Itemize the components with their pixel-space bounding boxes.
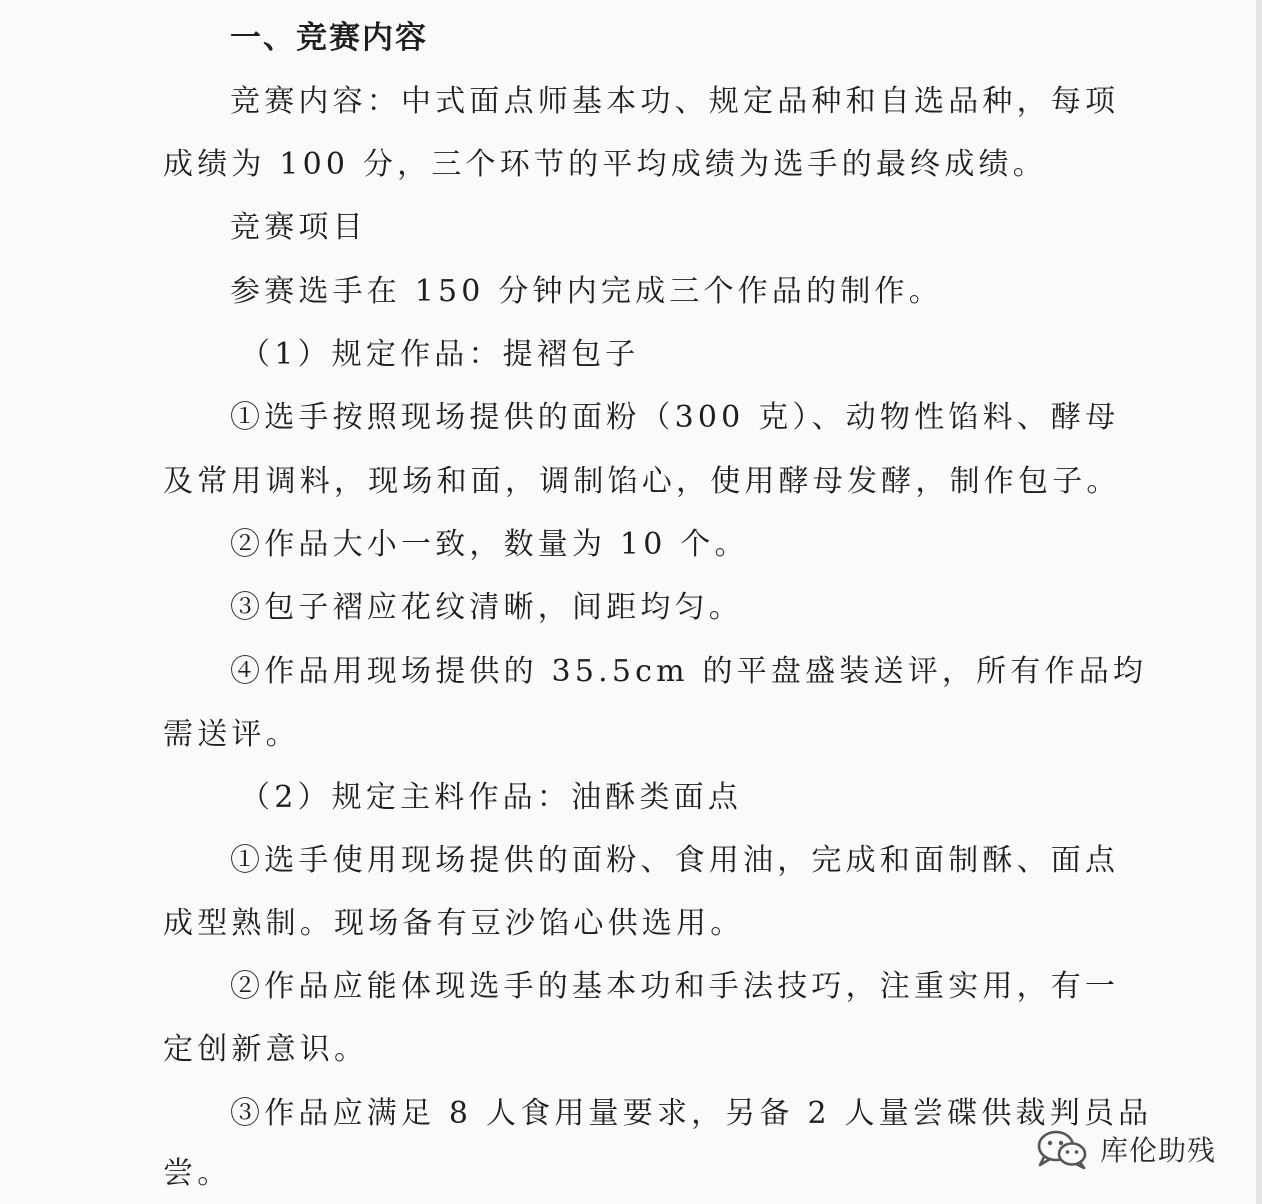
paragraph-line: 竞赛项目 [230,210,367,245]
page-edge-divider [1256,0,1262,1204]
paragraph-line: （1）规定作品：提褶包子 [240,337,640,372]
paragraph-line: ①选手按照现场提供的面粉（300 克）、动物性馅料、酵母 [230,400,1120,435]
paragraph-line: 竞赛内容：中式面点师基本功、规定品种和自选品种，每项 [230,84,1120,119]
paragraph-line: 尝。 [163,1156,232,1191]
paragraph-line: 参赛选手在 150 分钟内完成三个作品的制作。 [230,274,943,309]
paragraph-line: （2）规定主料作品：油酥类面点 [240,780,743,815]
paragraph-line: ②作品应能体现选手的基本功和手法技巧，注重实用，有一 [230,969,1120,1004]
watermark [1032,1124,1216,1174]
watermark-text: 库伦助残 [1100,1134,1217,1167]
paragraph-line: 成绩为 100 分，三个环节的平均成绩为选手的最终成绩。 [163,147,1047,182]
paragraph-line: ④作品用现场提供的 35.5cm 的平盘盛装送评，所有作品均 [230,654,1148,689]
paragraph-line: ③包子褶应花纹清晰，间距均匀。 [230,590,743,625]
section-heading: 一、竞赛内容 [230,20,428,56]
paragraph-line: ①选手使用现场提供的面粉、食用油，完成和面制酥、面点 [230,843,1120,878]
paragraph-line: 定创新意识。 [163,1032,369,1067]
paragraph-line: 及常用调料，现场和面，调制馅心，使用酵母发酵，制作包子。 [163,464,1121,499]
paragraph-line: 需送评。 [163,717,300,752]
paragraph-line: ③作品应满足 8 人食用量要求，另备 2 人量尝碟供裁判员品 [230,1096,1153,1131]
paragraph-line: ②作品大小一致，数量为 10 个。 [230,527,749,562]
wechat-icon [1032,1127,1092,1171]
paragraph-line: 成型熟制。现场备有豆沙馅心供选用。 [163,906,745,941]
